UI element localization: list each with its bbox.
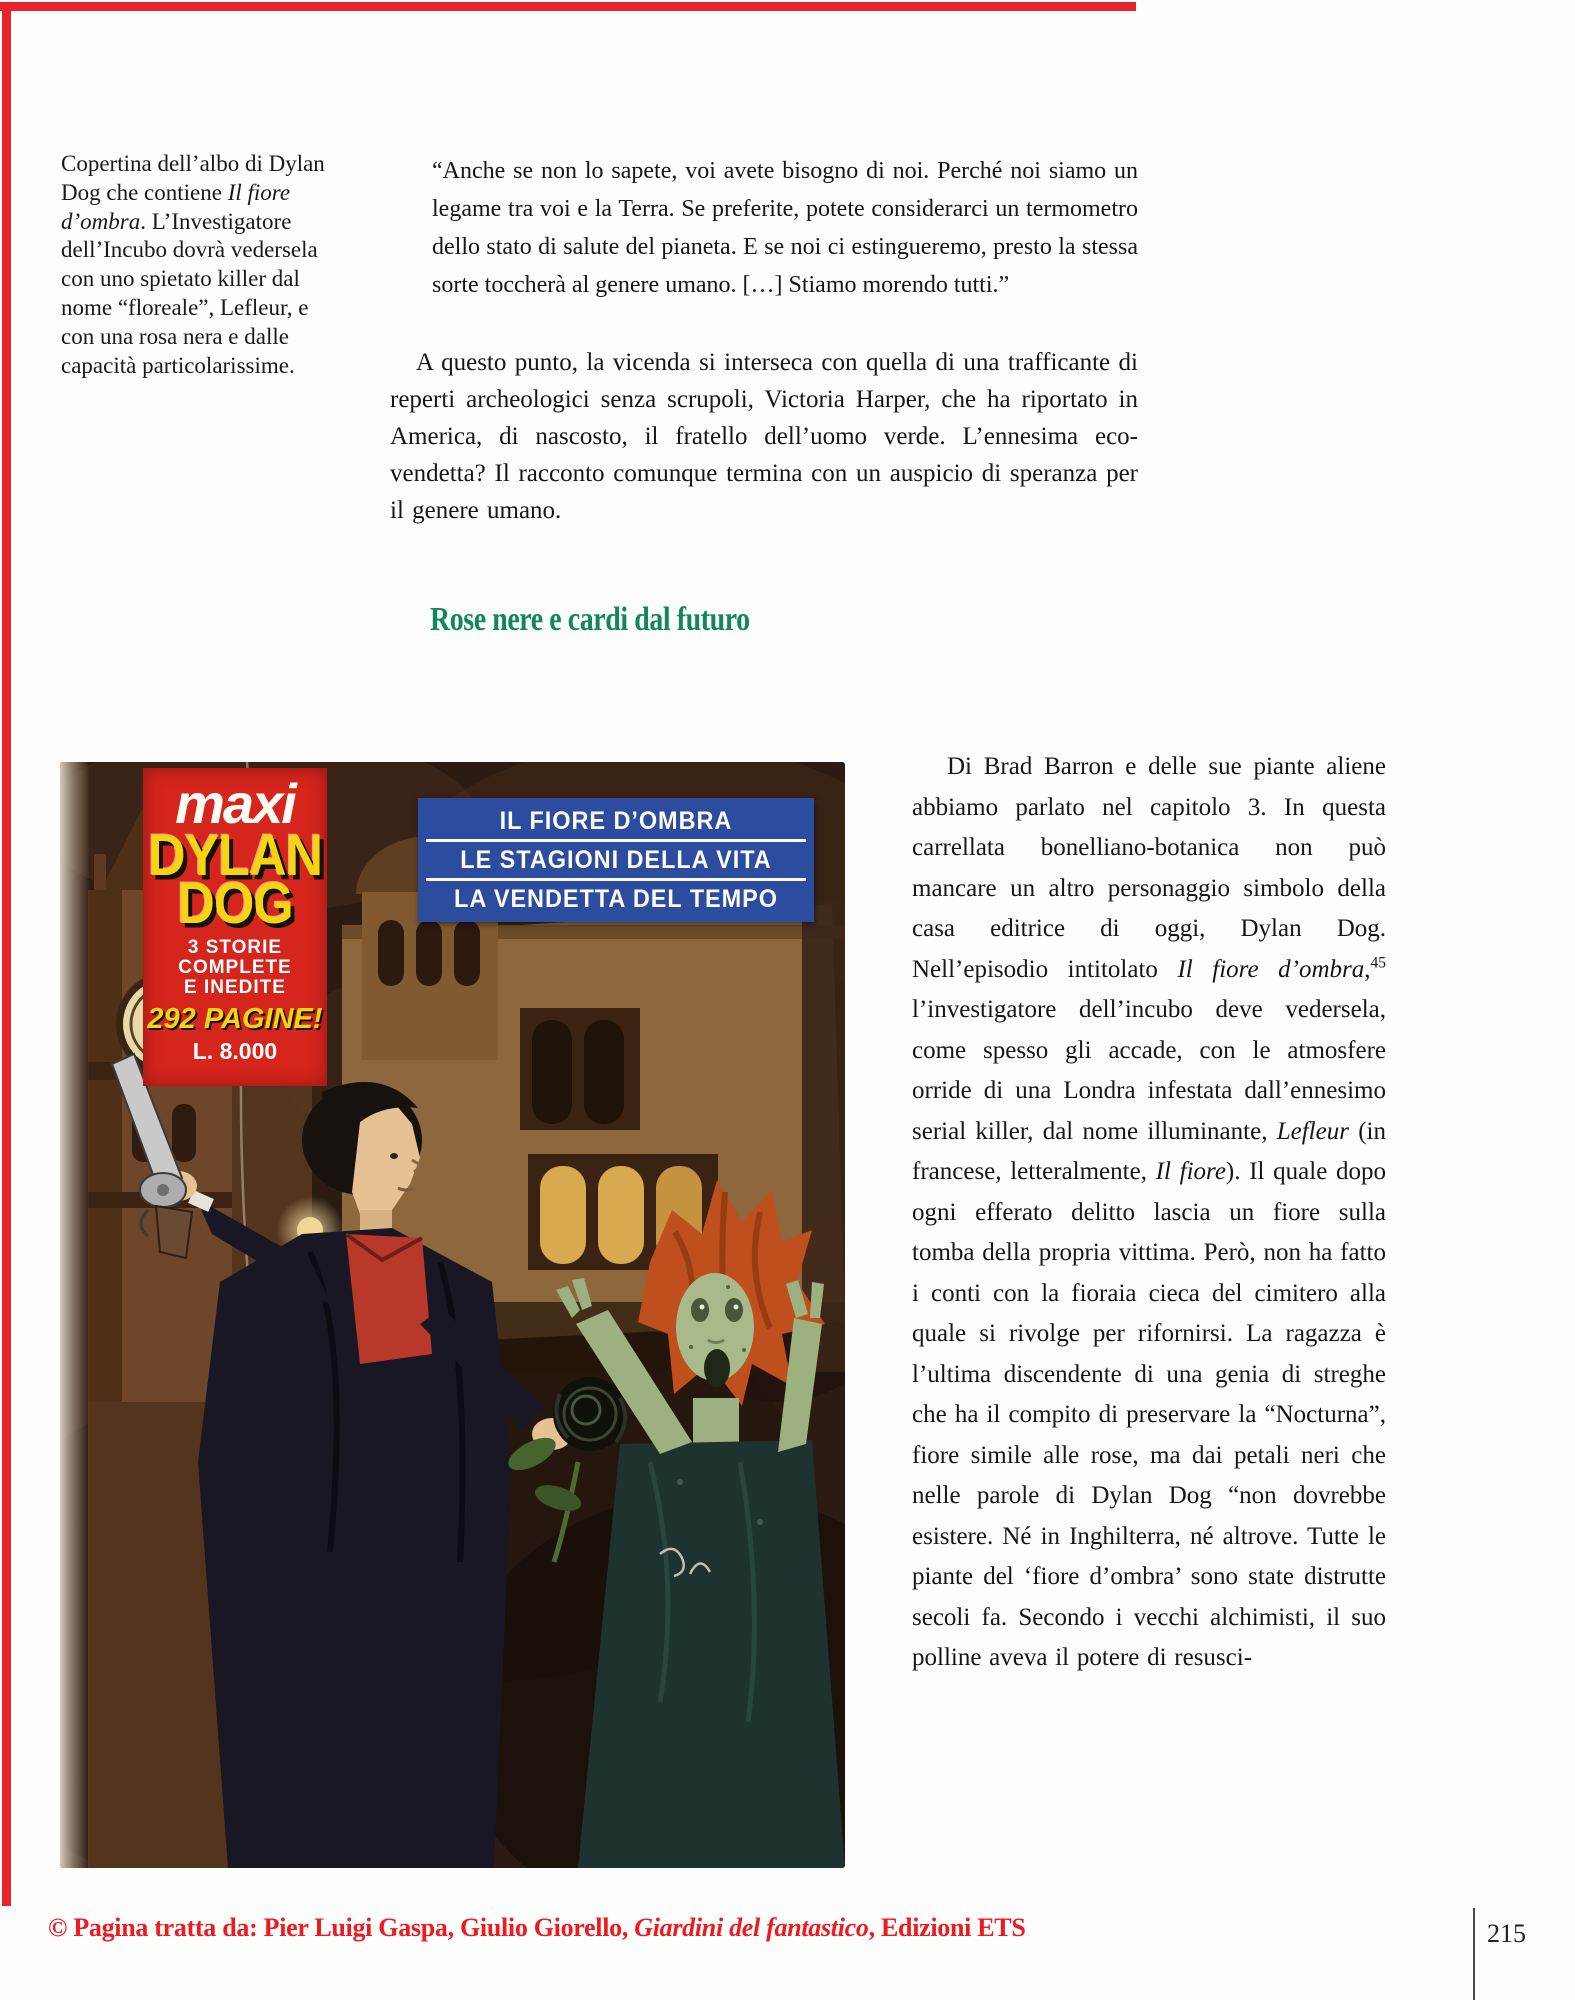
folio-rule [1473, 1908, 1475, 2000]
story-separator [426, 878, 806, 881]
right-text-column: Di Brad Barron e delle sue piante aliene abbiamo parlato nel capitolo 3. In questa carrellata bonelliano-botanica non può mancare un altro personaggio simbolo della casa editrice di oggi, Dylan Dog. Nell’episodio intitolato Il fiore d’ombra,$^{45}$ l’investigatore dell’incubo deve vedersela, come spesso gli accade, con le atmosfere orride di una Londra infestata dall’ennesimo serial killer, dal nome illuminante, Lefleur (in francese, letteralmente, Il fiore). Il quale dopo ogni efferato delitto lascia un fiore sulla tomba della propria vittima. Però, non ha fatto i conti con la fioraia cieca del cimitero alla quale si rivolge per rifornirsi. La ragazza è l’ultima discendente di una genia di streghe che ha il compito di preservare la “Nocturna”, fiore simile alle rose, ma dai petali neri che nelle parole di Dylan Dog “non dovrebbe esistere. Né in Inghilterra, né altrove. Tutte le piante del ‘fiore d’ombra’ sono state distrutte secoli fa. Secondo i vecchi alchimisti, il suo polline aveva il potere di resusci- [912, 753, 1387, 1671]
price-label: L. 8.000 [192, 1038, 278, 1064]
body-paragraph: A questo punto, la vicenda si interseca con quella di una trafficante di reperti archeologici senza scrupoli, Victoria Harper, che ha riportato in America, di nascosto, il fratello dell’uomo verde. L’ennesima eco-vendetta? Il racconto comunque termina con un auspicio di speranza per il genere umano. [390, 349, 1138, 524]
dog-label: DOG [177, 871, 293, 937]
dylan-label: DYLAN [147, 823, 323, 889]
maxi-dylan-dog-logo [143, 768, 327, 1086]
story-title: IL FIORE D’OMBRA [499, 807, 733, 835]
main-text-column [390, 152, 1138, 639]
story-title: LE STAGIONI DELLA VITA [460, 846, 772, 874]
opening-quote: “Anche se non lo sapete, voi avete bisogno di noi. Perché noi siamo un legame tra voi e la Terra. Se preferite, potete considerarci un termometro dello stato di salute del pianeta. E se noi ci estingueremo, presto la stessa sorte toccherà al genere umano. […] Stiamo morendo tutti.” [432, 158, 1138, 298]
red-top-rule [0, 2, 1136, 11]
page-number: 215 [1487, 1919, 1526, 1948]
source-credit: © Pagina tratta da: Pier Luigi Gaspa, Giulio Giorello, Giardini del fantastico, Edizioni ETS [48, 1913, 1026, 1942]
comic-cover-image [60, 762, 845, 1868]
story-title: LA VENDETTA DEL TEMPO [454, 885, 778, 913]
section-heading: Rose nere e cardi dal futuro [430, 601, 750, 638]
scan-spine-edge [60, 762, 90, 1868]
cover-caption: Copertina dell’albo di Dylan Dog che contiene Il fiore d’ombra. L’Investigatore dell’Incubo dovrà vedersela con uno spietato killer dal nome “floreale”, Lefleur, e con una rosa nera e dalle capacità particolarissime. [61, 151, 325, 378]
story-separator [426, 839, 806, 842]
stories-banner: 3 STORIE COMPLETE E INEDITE [178, 937, 292, 998]
red-left-rule [2, 2, 11, 1906]
story-titles-box [418, 798, 814, 922]
pages-badge: 292 PAGINE! [147, 1003, 323, 1035]
maxi-label: maxi [175, 772, 295, 835]
